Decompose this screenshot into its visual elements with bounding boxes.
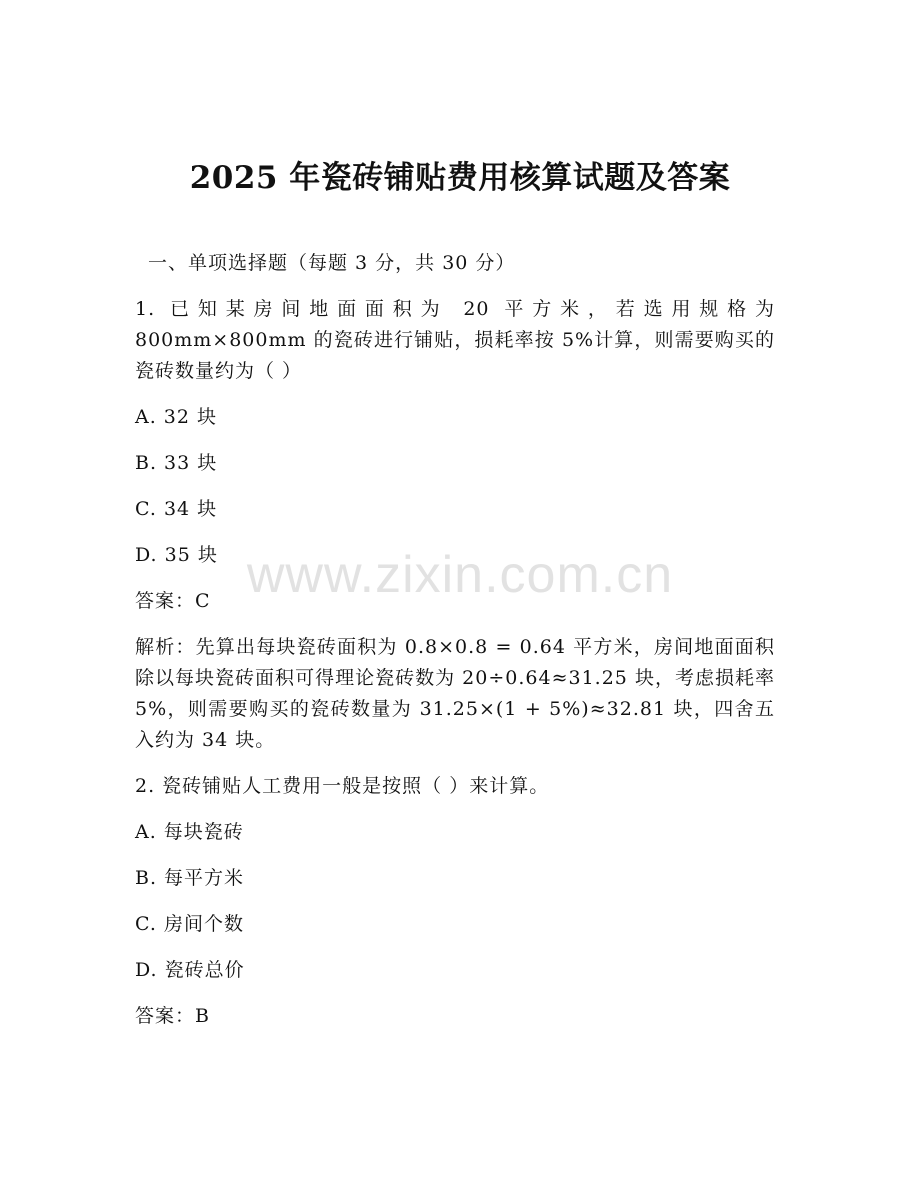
watermark: www.zixin.com.cn (246, 546, 674, 604)
question-1-option-c: C. 34 块 (135, 498, 218, 520)
question-2-option-c: C. 房间个数 (135, 913, 244, 935)
question-1-analysis: 解析：先算出每块瓷砖面积为 0.8×0.8 = 0.64 平方米，房间地面面积除以每块瓷砖面积可得理论瓷砖数为 20÷0.64≈31.25 块，考虑损耗率 5%，则需要购买的瓷砖数量为 31.25×(1 + 5%)≈32.81 块，四舍五入约为 34 块。 (135, 636, 775, 751)
question-2-stem: 2. 瓷砖铺贴人工费用一般是按照（ ）来计算。 (135, 775, 550, 797)
question-2-answer: 答案：B (135, 1005, 210, 1027)
question-1-option-b: B. 33 块 (135, 452, 218, 474)
question-1-option-d: D. 35 块 (135, 544, 218, 566)
question-1-stem: 1. 已知某房间地面面积为 20 平方米，若选用规格为 800mm×800mm 的瓷砖进行铺贴，损耗率按 5%计算，则需要购买的瓷砖数量约为（ ） (135, 298, 775, 382)
section-heading: 一、单项选择题（每题 3 分，共 30 分） (148, 252, 516, 274)
question-2-option-b: B. 每平方米 (135, 867, 245, 889)
question-2-option-a: A. 每块瓷砖 (135, 821, 244, 843)
question-1-answer: 答案：C (135, 590, 211, 612)
document-body (135, 248, 775, 1047)
question-1-option-a: A. 32 块 (135, 406, 218, 428)
question-2-option-d: D. 瓷砖总价 (135, 959, 245, 981)
document-title: 2025 年瓷砖铺贴费用核算试题及答案 (189, 160, 731, 196)
